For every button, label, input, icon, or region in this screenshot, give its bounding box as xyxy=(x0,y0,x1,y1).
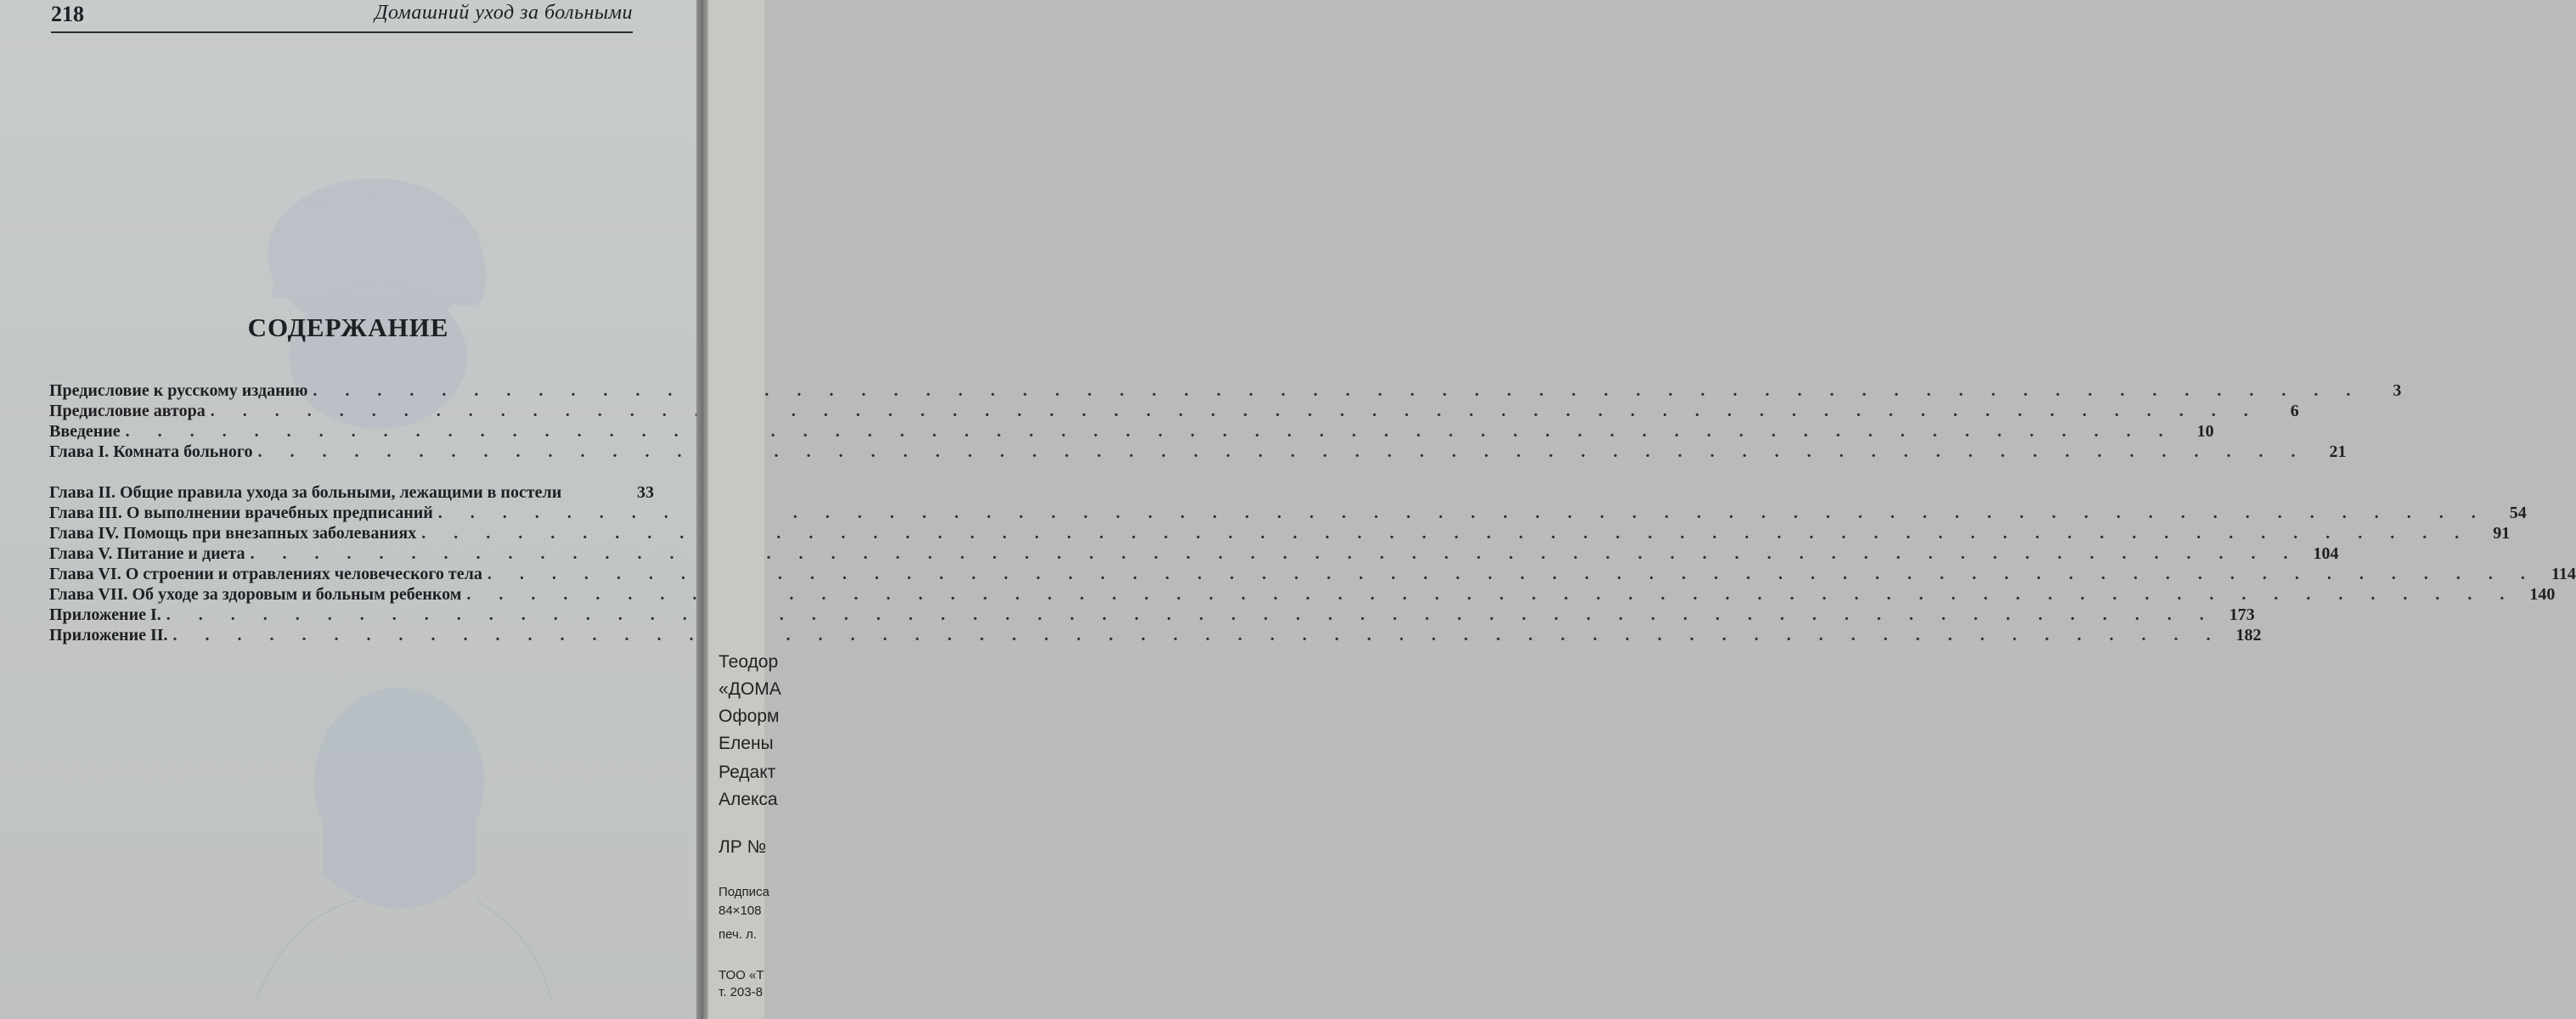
toc-entry-page: 114 xyxy=(2551,565,2576,583)
next-page-line: Елены xyxy=(719,734,774,753)
toc-entry-page: 33 xyxy=(637,483,654,502)
toc-entry-page: 104 xyxy=(2313,544,2339,563)
toc-entry-page: 182 xyxy=(2235,626,2262,645)
toc-entry-label: Глава VII. Об уходе за здоровым и больным ребенком xyxy=(49,585,462,604)
dot-leader xyxy=(313,380,2362,401)
toc-entry-page: 54 xyxy=(2509,504,2527,522)
toc-entry-page: 140 xyxy=(2529,585,2556,604)
toc-entry xyxy=(49,564,2576,584)
next-page-line: ЛР № xyxy=(719,837,767,857)
dot-leader xyxy=(173,625,2223,645)
dot-leader xyxy=(126,421,2175,442)
toc-entry xyxy=(49,503,2527,523)
next-page-line: Алекса xyxy=(719,790,778,809)
next-page-edge xyxy=(708,0,781,1019)
toc-entry xyxy=(49,605,2255,625)
toc-entry-label: Глава II. Общие правила ухода за больными, лежащими в постели xyxy=(49,483,562,502)
toc-entry-label: Введение xyxy=(49,422,121,441)
toc-entry-page: 6 xyxy=(2290,402,2299,420)
toc-entry xyxy=(49,543,2339,564)
toc-entry-page: 91 xyxy=(2493,524,2511,543)
next-page-line: 84×108 xyxy=(719,904,762,918)
book-gutter xyxy=(696,0,708,1019)
next-page-line: т. 203-8 xyxy=(719,985,763,999)
next-page-line: Редакт xyxy=(719,763,776,782)
toc-entry xyxy=(49,421,2214,442)
toc-entry-label: Глава I. Комната больного xyxy=(49,442,253,461)
next-page-line: Теодор xyxy=(719,652,779,672)
toc-entry-page: 3 xyxy=(2393,381,2402,400)
toc-entry-label: Глава III. О выполнении врачебных предписаний xyxy=(49,504,433,522)
next-page-line: Подписа xyxy=(719,885,769,899)
toc-entry xyxy=(49,462,656,503)
toc-entry xyxy=(49,442,2347,462)
toc-entry-label: Предисловие к русскому изданию xyxy=(49,381,308,400)
next-page-line: «ДОМА xyxy=(719,679,781,699)
page-number: 218 xyxy=(51,2,84,26)
dot-leader xyxy=(166,605,2216,625)
dot-leader xyxy=(466,584,2516,605)
header-rule xyxy=(51,31,633,33)
dot-leader xyxy=(251,543,2300,564)
toc-title: СОДЕРЖАНИЕ xyxy=(247,312,449,342)
toc-entry xyxy=(49,584,2556,605)
toc-entry xyxy=(49,625,2262,645)
toc-entry-page: 21 xyxy=(2329,442,2347,461)
dot-leader xyxy=(257,442,2307,462)
toc-entry-page: 173 xyxy=(2229,605,2255,624)
dot-leader xyxy=(488,564,2537,584)
dot-leader xyxy=(211,401,2260,421)
toc-entry-label: Предисловие автора xyxy=(49,402,206,420)
next-page-line: Оформ xyxy=(719,707,780,726)
toc-entry xyxy=(49,380,2402,401)
toc-entry-label: Глава VI. О строении и отравлениях человеческого тела xyxy=(49,565,482,583)
running-title: Домашний уход за больными xyxy=(375,2,633,24)
toc-entry-label: Приложение I. xyxy=(49,605,161,624)
toc-entry-label: Приложение II. xyxy=(49,626,168,645)
toc-entry xyxy=(49,401,2299,421)
toc-entry-label: Глава IV. Помощь при внезапных заболеваниях xyxy=(49,524,417,543)
toc-entry-page: 10 xyxy=(2196,422,2214,441)
next-page-line: печ. л. xyxy=(719,927,758,942)
next-page-line: ТОО «Т xyxy=(719,968,764,982)
running-head xyxy=(51,2,633,29)
toc-entry xyxy=(49,523,2511,543)
toc-entry-label: Глава V. Питание и диета xyxy=(49,544,245,563)
table-of-contents xyxy=(49,380,2576,645)
